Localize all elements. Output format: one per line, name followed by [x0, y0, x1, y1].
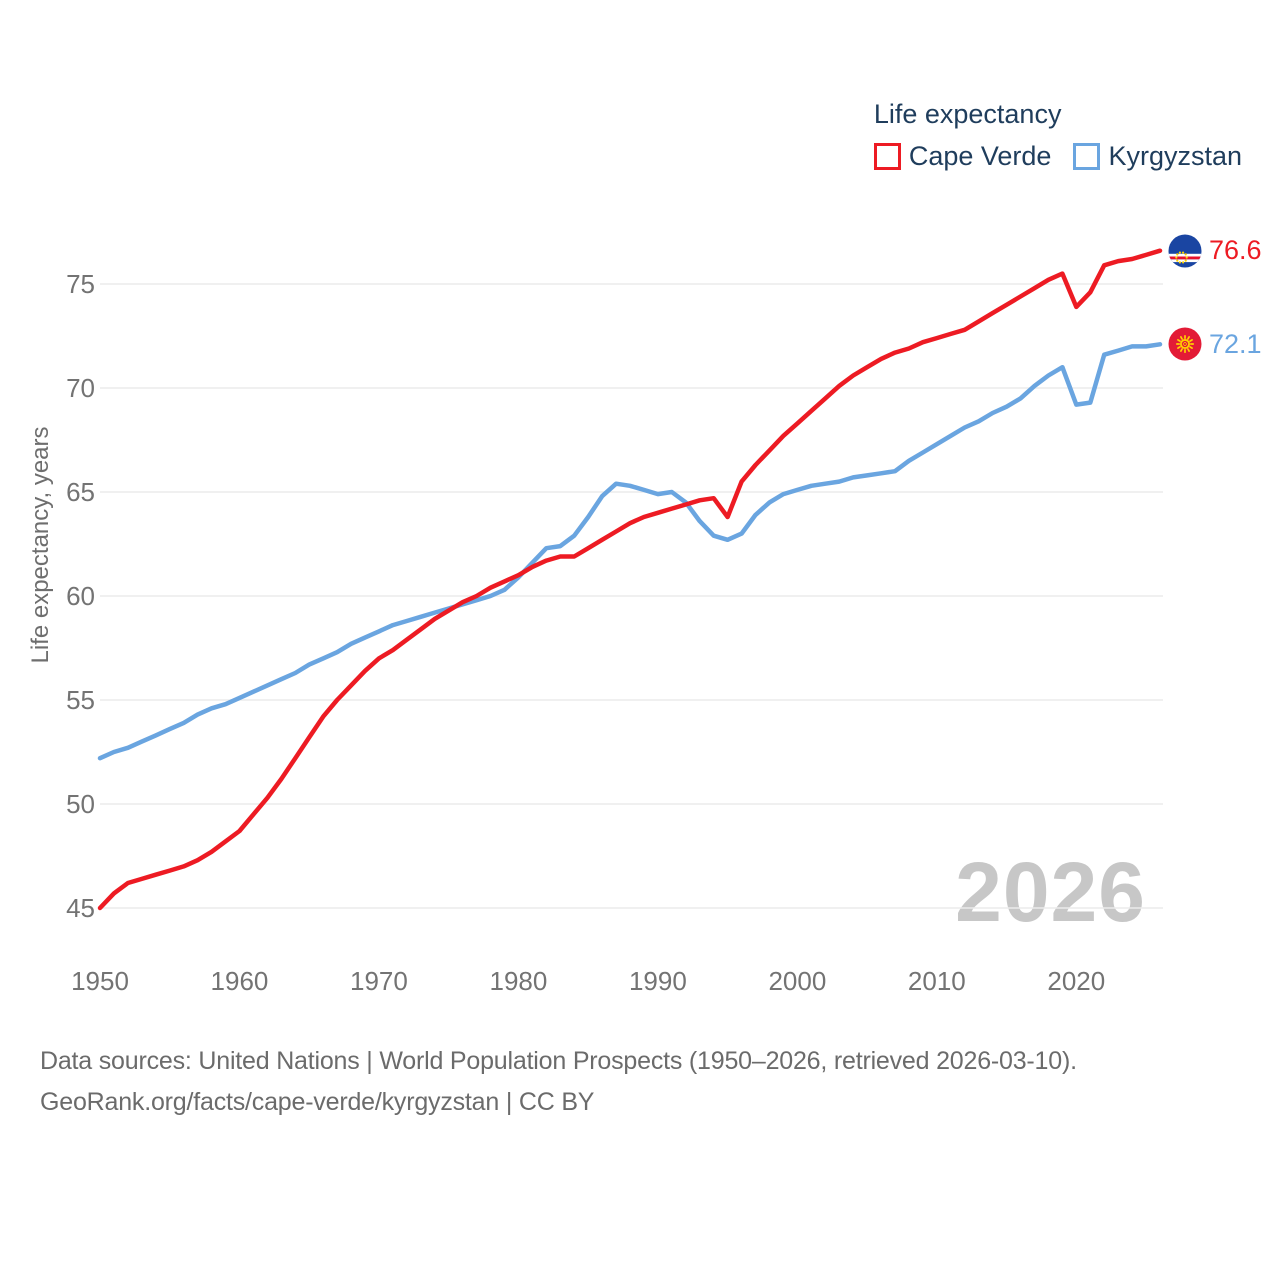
end-label-kyrgyzstan — [1168, 327, 1262, 361]
legend — [874, 98, 1242, 172]
watermark-year: 2026 — [955, 845, 1146, 939]
legend-item-kyrgyzstan[interactable] — [1073, 141, 1242, 172]
footer-sources-line: Data sources: United Nations | World Population Prospects (1950–2026, retrieved 2026-03-10). — [40, 1047, 1077, 1075]
y-tick-label-55: 55 — [66, 685, 95, 715]
legend-title: Life expectancy — [873, 99, 1062, 129]
x-tick-label-1970: 1970 — [350, 966, 408, 996]
cape-verde-swatch-icon — [874, 143, 901, 170]
x-tick-label-2020: 2020 — [1047, 966, 1106, 996]
y-tick-label-50: 50 — [66, 789, 95, 819]
series-line-cape-verde[interactable] — [100, 251, 1160, 908]
kyrgyzstan-swatch-icon — [1073, 143, 1100, 170]
y-tick-label-60: 60 — [66, 581, 95, 611]
y-tick-label-75: 75 — [66, 269, 95, 299]
series-line-kyrgyzstan[interactable] — [100, 344, 1160, 758]
end-value-cape-verde: 76.6 — [1209, 235, 1262, 266]
legend-item-label: Cape Verde — [908, 141, 1052, 171]
x-tick-label-1990: 1990 — [628, 966, 687, 996]
footer-attribution — [40, 1041, 1077, 1123]
legend-item-cape-verde[interactable] — [874, 141, 1052, 172]
legend-row — [874, 141, 1242, 172]
x-tick-label-1950: 1950 — [71, 966, 129, 996]
end-value-kyrgyzstan: 72.1 — [1209, 328, 1262, 359]
kyrgyzstan-flag-icon — [1168, 327, 1202, 361]
x-tick-label-2010: 2010 — [907, 966, 966, 996]
x-tick-label-1980: 1980 — [489, 966, 548, 996]
x-tick-label-2000: 2000 — [768, 966, 827, 996]
y-tick-label-65: 65 — [66, 477, 95, 507]
y-axis-title: Life expectancy, years — [27, 426, 54, 664]
y-tick-label-45: 45 — [66, 893, 95, 923]
end-label-cape-verde — [1168, 234, 1262, 268]
footer-url-line: GeoRank.org/facts/cape-verde/kyrgyzstan | CC BY — [40, 1088, 595, 1116]
y-tick-label-70: 70 — [66, 373, 95, 403]
cape-verde-flag-icon — [1168, 234, 1202, 268]
x-tick-label-1960: 1960 — [210, 966, 269, 996]
legend-item-label: Kyrgyzstan — [1108, 141, 1242, 171]
